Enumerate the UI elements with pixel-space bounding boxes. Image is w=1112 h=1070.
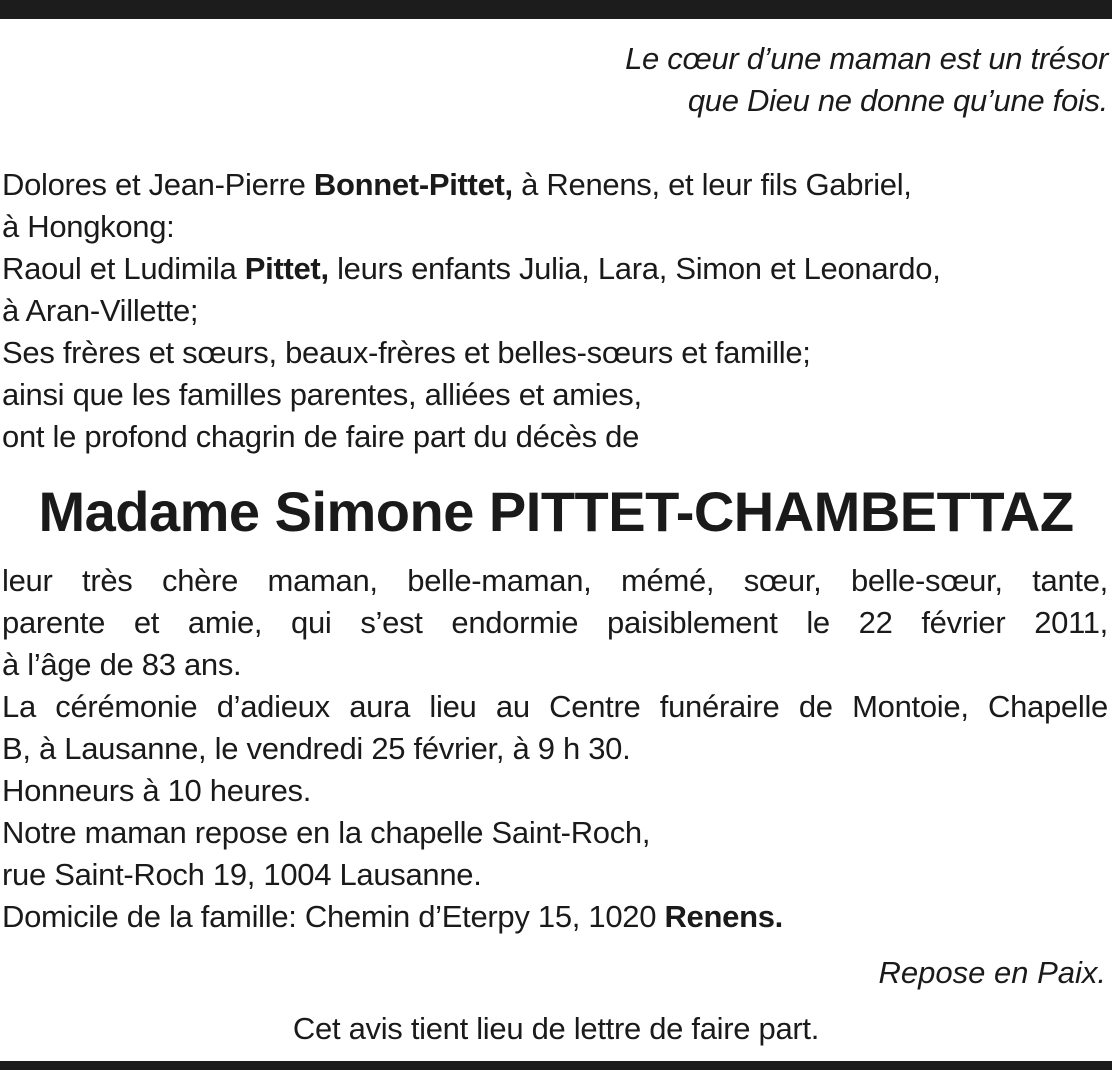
family-name-pittet: Pittet, (244, 251, 329, 286)
family-line-4: à Aran-Villette; (2, 293, 199, 328)
details-line-4: La cérémonie d’adieux aura lieu au Centre funéraire de Montoie, Chapelle (2, 689, 1108, 724)
family-announcement (2, 164, 1102, 458)
details-line-1: leur très chère maman, belle-maman, mémé, sœur, belle-sœur, tante, (2, 563, 1108, 598)
domicile-town: Renens. (664, 899, 783, 934)
obituary-details (2, 560, 1108, 938)
quote-line-1: Le cœur d’une maman est un trésor (625, 41, 1108, 76)
details-line-7: Notre maman repose en la chapelle Saint-Roch, (2, 815, 651, 850)
family-line-1: Dolores et Jean-Pierre Bonnet-Pittet, à Renens, et leur fils Gabriel, (2, 167, 912, 202)
notice-text: Cet avis tient lieu de lettre de faire part. (292, 1011, 820, 1046)
family-line-3: Raoul et Ludimila Pittet, leurs enfants Julia, Lara, Simon et Leonardo, (2, 251, 941, 286)
top-rule (0, 0, 1112, 19)
family-line-7: ont le profond chagrin de faire part du décès de (2, 419, 640, 454)
details-line-5: B, à Lausanne, le vendredi 25 février, à 9 h 30. (2, 731, 631, 766)
family-name-bonnet-pittet: Bonnet-Pittet, (313, 167, 513, 202)
details-line-8: rue Saint-Roch 19, 1004 Lausanne. (2, 857, 482, 892)
family-line-5: Ses frères et sœurs, beaux-frères et belles-sœurs et famille; (2, 335, 811, 370)
family-line-6: ainsi que les familles parentes, alliées et amies, (2, 377, 642, 412)
closing-phrase: Repose en Paix. (878, 955, 1106, 990)
deceased-name: Madame Simone PITTET-CHAMBETTAZ (38, 480, 1074, 543)
family-line-2: à Hongkong: (2, 209, 175, 244)
details-line-9: Domicile de la famille: Chemin d’Eterpy 15, 1020 Renens. (2, 899, 783, 934)
epigraph-quote (625, 38, 1108, 122)
details-line-3: à l’âge de 83 ans. (2, 647, 242, 682)
quote-line-2: que Dieu ne donne qu’une fois. (687, 83, 1108, 118)
details-line-2: parente et amie, qui s’est endormie paisiblement le 22 février 2011, (2, 605, 1108, 640)
bottom-rule (0, 1061, 1112, 1070)
details-line-6: Honneurs à 10 heures. (2, 773, 312, 808)
